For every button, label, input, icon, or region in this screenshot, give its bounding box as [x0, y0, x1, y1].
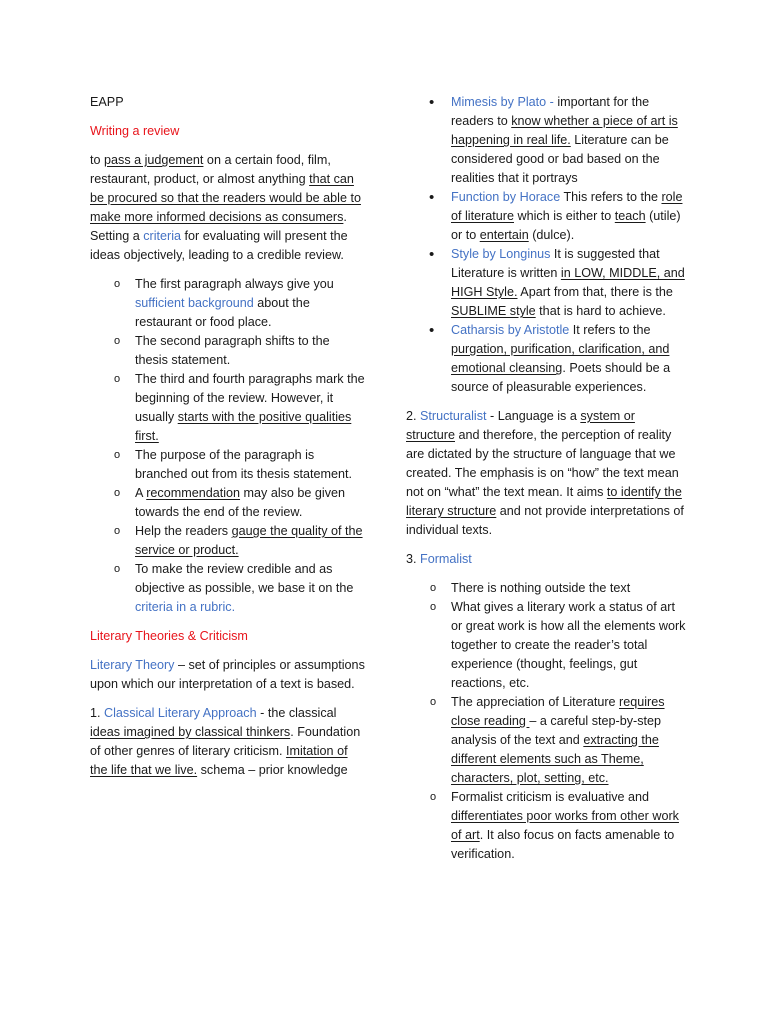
formalist-list [451, 579, 686, 864]
list-item: • Function by Horace This refers to the role of literature which is either to teach (utile) or to entertain (dulce). [451, 188, 686, 245]
writing-review-intro: to pass a judgement on a certain food, film, restaurant, product, or almost anything that can be procured so that the readers would be able to make more informed decisions as consumers. Setting a criteria for evaluating will present the ideas objectively, leading to a credible review. [90, 153, 361, 262]
list-item: o A recommendation may also be given towards the end of the review. [135, 484, 365, 522]
structuralist-paragraph: 2. Structuralist - Language is a system or structure and therefore, the perception of reality are dictated by the structure of language that we created. The emphasis is on “how” the text mean not on “what” the text mean. It aims to identify the literary structure and not provide interpretations of individual texts. [406, 409, 684, 537]
list-item: o The first paragraph always give you sufficient background about the restaurant or food place. [135, 275, 365, 332]
classical-approach-paragraph: 1. Classical Literary Approach - the classical ideas imagined by classical thinkers. Foundation of other genres of literary criticism. Imitation of the life that we live. schema – prior knowledge [90, 706, 361, 777]
list-item: o What gives a literary work a status of art or great work is how all the elements work together to create the reader’s total experience (thought, feelings, gut reactions, etc. [451, 598, 686, 693]
literary-theory-definition: Literary Theory – set of principles or assumptions upon which our interpretation of a text is based. [90, 658, 365, 691]
list-item: • Catharsis by Aristotle It refers to the purgation, purification, clarification, and emotional cleansing. Poets should be a source of pleasurable experiences. [451, 321, 686, 397]
list-item: o Formalist criticism is evaluative and differentiates poor works from other work of art. It also focus on facts amenable to verification. [451, 788, 686, 864]
list-item: • Style by Longinus It is suggested that Literature is written in LOW, MIDDLE, and HIGH Style. Apart from that, there is the SUBLIME style that is hard to achieve. [451, 245, 686, 321]
list-item: o The purpose of the paragraph is branched out from its thesis statement. [135, 446, 365, 484]
review-list [135, 275, 365, 617]
document-title: EAPP [90, 95, 124, 109]
list-item: o There is nothing outside the text [451, 579, 686, 598]
left-column [90, 93, 365, 790]
right-column [406, 93, 686, 874]
list-item: o The second paragraph shifts to the thesis statement. [135, 332, 365, 370]
list-item: o The appreciation of Literature requires close reading – a careful step-by-step analysis of the text and extracting the different elements such as Theme, characters, plot, setting, etc. [451, 693, 686, 788]
classical-approach-list [451, 93, 686, 397]
literary-theories-heading: Literary Theories & Criticism [90, 629, 248, 643]
list-item: o The third and fourth paragraphs mark the beginning of the review. However, it usually starts with the positive qualities first. [135, 370, 365, 446]
list-item: • Mimesis by Plato - important for the readers to know whether a piece of art is happening in real life. Literature can be considered good or bad based on the realities that it portrays [451, 93, 686, 188]
list-item: o Help the readers gauge the quality of the service or product. [135, 522, 365, 560]
list-item: o To make the review credible and as objective as possible, we base it on the criteria in a rubric. [135, 560, 365, 617]
writing-review-heading: Writing a review [90, 124, 180, 138]
formalist-heading: 3. Formalist [406, 552, 472, 566]
